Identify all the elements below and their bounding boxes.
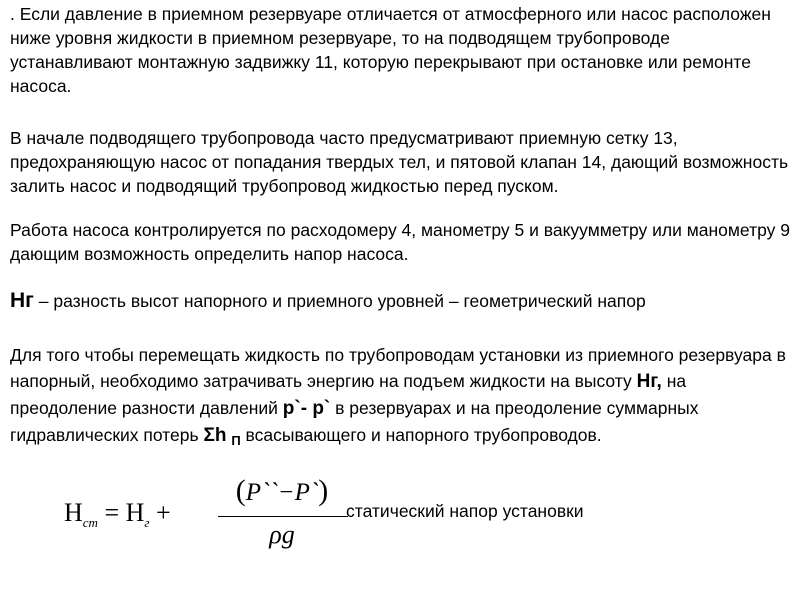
formula-h-st: H [64, 498, 83, 527]
fraction-bar [218, 516, 348, 517]
paragraph-intake-screen [10, 126, 790, 198]
static-head-formula [64, 474, 354, 558]
energy-text-2: на преодоление разности давлений [10, 371, 687, 418]
formula-lhs [64, 498, 171, 528]
paragraph-energy [10, 342, 790, 450]
energy-pressure-diff: р`- р` [282, 398, 331, 419]
numerator-body: P``−P` [245, 479, 319, 506]
formula-equals-hg: = H [97, 498, 145, 527]
paragraph-instruments [10, 218, 790, 266]
formula-fraction [214, 474, 350, 558]
numerator-open-paren: ( [235, 474, 246, 507]
paragraph-instruments-text: Работа насоса контролируется по расходомеру 4, манометру 5 и вакуумметру или манометру 9 дающим возможность определить напор насоса. [10, 220, 790, 264]
energy-hg: Нг, [636, 371, 662, 392]
term-hg: Нг [10, 289, 34, 312]
formula-g-subscript: г [144, 515, 150, 530]
energy-text-4: всасывающего и напорного трубопроводов. [240, 425, 602, 445]
formula-caption: статический напор установки [346, 501, 584, 521]
energy-text-3: в резервуарах и на преодоление суммарных гидравлических потерь [10, 398, 699, 445]
formula-st-subscript: ст [82, 515, 98, 530]
formula-numerator [214, 474, 350, 508]
energy-sum-h: Σh [203, 425, 227, 446]
energy-text-1: Для того чтобы перемещать жидкость по трубопроводам установки из приемного резервуара в напорный, необходимо затрачивать энергию на подъем жидкости на высоту [10, 345, 786, 391]
paragraph-intake-screen-text: В начале подводящего трубопровода часто предусматривают приемную сетку 13, предохраняющую насос от попадания твердых тел, и пятовой клапан 14, дающий возможность залить насос и подводящий трубопровод жидкостью перед пуском. [10, 128, 789, 196]
paragraph-valve [10, 2, 790, 98]
paragraph-geometric-head [10, 288, 790, 314]
energy-sum-h-subscript: П [231, 433, 241, 448]
formula-plus: + [149, 498, 171, 527]
geometric-head-definition: – разность высот напорного и приемного уровней – геометрический напор [33, 291, 646, 311]
paragraph-valve-text: . Если давление в приемном резервуаре отличается от атмосферного или насос расположен ниже уровня жидкости в приемном резервуаре, то на подводящем трубопроводе устанавливают монтажную задвижку 11, которую перекрывают при остановке или ремонте насоса. [10, 4, 771, 96]
numerator-close-paren: ) [318, 474, 329, 507]
formula-denominator: ρg [269, 520, 295, 549]
